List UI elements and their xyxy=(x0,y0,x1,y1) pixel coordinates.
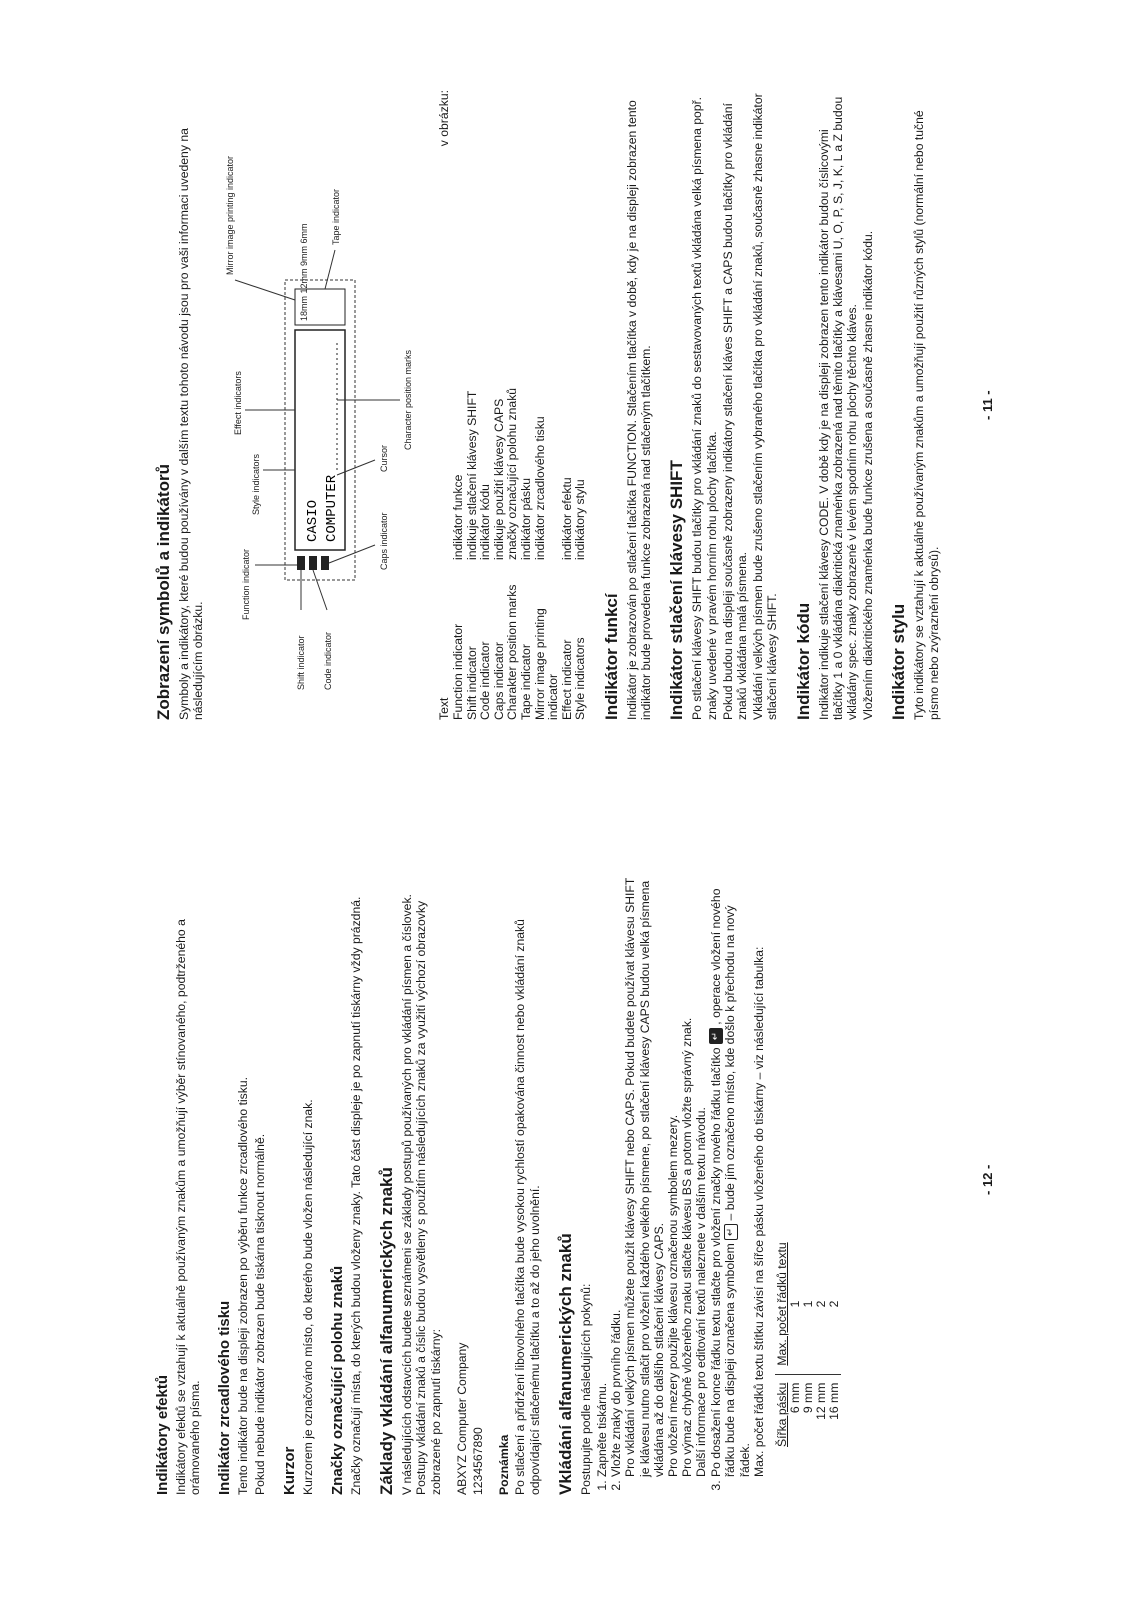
effects-text: Indikátory efektů se vztahují k aktuálně používaným znakům a umožňují výběr stínovaného, podtrženého a orámovaného písma. xyxy=(174,919,203,1495)
legend-desc: indikátor funkce xyxy=(451,474,465,560)
step-2: 2. Vložte znaky do prvního řádku. Pro vkládání velkých písmen můžete použít klávesy SHIFT nebo CAPS. Pokud budete používat klávesu SHIFT je klávesu nutno stlačit pro vložení každého velkého písmene, po stlačení klávesy CAPS budou velká písmena vkládána až do dalšího stlačení klávesy CAPS. Pro vložení mezery použijte klávesu označenou symbolem mezery. Pro výmaz chybně vloženého znaku stlačte klávesu BS a potom vložte správný znak. Další informace pro editování textů naleznete v dalším textu návodu. xyxy=(609,875,708,1477)
page-11 xyxy=(140,90,943,720)
table-row: 6 mm 1 xyxy=(789,1234,802,1455)
legend-desc: indikátor kódu xyxy=(478,484,493,560)
style-heading: Indikátor stylu xyxy=(889,603,909,720)
code-text-2: Vložením diakritického znaménka bude funkce zrušena a současně zhasne indikátor kódu. xyxy=(861,230,876,720)
style-indicators-label: Style indicators xyxy=(251,453,262,515)
page-12 xyxy=(140,875,841,1495)
legend-term: Style indicators xyxy=(573,637,588,720)
legend-term: Caps indicator xyxy=(491,642,506,720)
legend-header-left: Text xyxy=(437,697,452,720)
entry-steps xyxy=(595,875,767,1495)
legend-desc: indikuje stlačení klávesy SHIFT xyxy=(464,390,479,560)
tape-width-table xyxy=(775,1234,841,1455)
table-header-lines: Max. počet řádků textu xyxy=(774,1242,789,1366)
display-diagram-svg xyxy=(215,90,430,720)
page-number-right: - 11 - xyxy=(980,390,995,420)
newline-symbol-icon: ↵ xyxy=(724,1224,738,1240)
note-text: Po stlačení a přidržení libovolného tlačítka bude vysokou rychlostí opakována činnost nebo vkládání znaků odpovídající stlačenému tlačítku a to až do jeho uvolnění. xyxy=(513,919,542,1495)
legend-term: Shift indicator xyxy=(464,646,479,720)
mirror-text-1: Tento indikátor bude na displeji zobrazen po výběru funkce zrcadlového tisku. xyxy=(236,1076,251,1495)
cursor-heading: Kurzor xyxy=(280,1446,298,1495)
legend-desc: indikuje použití klávesy CAPS xyxy=(491,398,506,560)
legend-table xyxy=(438,90,588,720)
code-heading: Indikátor kódu xyxy=(793,602,813,720)
cursor-label: Cursor xyxy=(379,444,390,472)
page-number-left: - 12 - xyxy=(980,1164,995,1195)
entry-intro: Postupujte podle následujících pokynů: xyxy=(578,1283,593,1495)
code-indicator-label: Code indicator xyxy=(323,631,334,690)
basics-text: V následujících odstavcích budete seznámeni se základy postupů používaných pro vkládání písmen a číslovek. Postupy vkládání znaků a číslic budou vysvětleny s použitím následujících znaků za využití výchozí obrazovky zobrazené po zapnutí tiskárny: xyxy=(400,894,443,1495)
legend-term: Effect indicator xyxy=(559,639,574,720)
legend-desc: indikátory stylu xyxy=(573,479,588,560)
caps-indicator-icon xyxy=(321,556,329,570)
table-row: 16 mm 2 xyxy=(828,1234,841,1455)
legend-term: Code indicator xyxy=(478,641,493,720)
legend-desc: indikátor pásku xyxy=(518,478,533,560)
display-line-2: COMPUTER xyxy=(324,474,341,542)
shift-heading: Indikátor stlačení klávesy SHIFT xyxy=(667,460,687,720)
style-text: Tyto indikátory se vztahují k aktuálně používaným znakům a umožňují použití různých stylů (normální nebo tučné písmo nebo zvýraznění obrysů). xyxy=(912,110,941,720)
display-diagram xyxy=(215,90,430,720)
char-position-marks-label: Character position marks xyxy=(403,349,414,450)
legend-term: Mirror image printing indicator xyxy=(532,608,561,720)
legend-term: Function indicator xyxy=(451,623,465,720)
table-row: 9 mm 1 xyxy=(802,1234,815,1455)
table-header-width: Šířka pásku xyxy=(775,1374,789,1455)
basics-heading: Základy vkládání alfanumerických znaků xyxy=(377,1167,397,1495)
legend-term: Charakter position marks xyxy=(505,584,520,720)
return-key-icon: ↵ xyxy=(709,1028,723,1044)
function-indicator-label: Function indicator xyxy=(241,548,252,620)
mirror-text-2: Pokud nebude indikátor zobrazen bude tiskárna tisknout normálně. xyxy=(252,1133,267,1495)
legend-desc: indikátor efektu xyxy=(559,477,574,560)
shift-text-1: Po stlačení klávesy SHIFT budou tlačítky pro vkládání znaků do sestavovaných textů vkládána velká písmena popř. znaky uvedené v pravém horním rohu plochy tlačítka. xyxy=(690,96,719,720)
position-heading: Značky označující polohu znaků xyxy=(329,1265,347,1495)
shift-text-2: Pokud budou na displeji současně zobrazeny indikátory stlačení kláves SHIFT a CAPS budou tlačítky pro vkládání znaků vkládána malá písmena. xyxy=(720,103,749,720)
shift-indicator-icon xyxy=(297,556,305,570)
step-3: 3. Po dosažení konce řádku textu stlačte pro vložení značky nového řádku tlačítko ↵ , operace vložení nového řádku bude na displeji označena symbolem ↵ – bude jím označeno místo, kde došlo k přechodu na nový řádek. Max. počet řádků textu štítku závisí na šířce pásku vloženého do tiskárny – viz následující tabulka: xyxy=(709,875,767,1477)
tape-widths-text: 18mm 12mm 9mm 6mm xyxy=(299,223,310,321)
shift-text-3: Vkládání velkých písmen bude zrušeno stlačením vybraného tlačítka pro vkládání znaků, současně zhasne indikátor stlačení klávesy SHIFT. xyxy=(751,93,780,720)
legend-desc: značky označující polohu znaků xyxy=(505,387,520,560)
position-text: Značky označují místa, do kterých budou vloženy znaky. Tato část displeje je po zapnutí tiskárny vždy prázdná. xyxy=(349,896,364,1495)
legend-term: Tape indicator xyxy=(518,644,533,720)
effects-heading: Indikátory efektů xyxy=(154,1374,171,1495)
function-text: Indikátor je zobrazován po stlačení tlačítka FUNCTION. Stlačením tlačítka v době, kdy je na displeji zobrazen tento indikátor bude provedena funkce zobrazená nad stlačeným tlačítkem. xyxy=(624,100,654,720)
mirror-heading: Indikátor zrcadlového tisku xyxy=(216,1300,234,1495)
symbols-text: Symboly a indikátory, které budou používány v dalším textu tohoto návodu jsou pro vaši informaci uvedeny na následujícím obrázku. xyxy=(177,128,206,720)
note-heading: Poznámka xyxy=(497,1434,512,1495)
shift-indicator-label: Shift indicator xyxy=(296,635,307,690)
step-1: 1. Zapněte tiskárnu. xyxy=(595,875,609,1477)
legend-desc: indikátor zrcadlového tisku xyxy=(532,416,547,560)
symbols-heading: Zobrazení symbolů a indikátorů xyxy=(154,464,173,720)
example-line-2: 1234567890 xyxy=(471,1427,486,1495)
cursor-text: Kurzorem je označováno místo, do kterého bude vložen následující znak. xyxy=(300,1099,315,1495)
code-text-1: Indikátor indikuje stlačení klávesy CODE. V době kdy je na displeji zobrazen tento indikátor budou číslicovými tlačítky 1 a 0 vkládána diakritická znaménka zobrazená nad těmito tlačítky a klávesami U, O, P, S, J, K, L a Z budou vkládány spec. znaky zobrazené v levém spodním rohu plochy těchto kláves. xyxy=(816,96,859,720)
display-line-1: CASIO xyxy=(305,499,322,542)
tape-indicator-label: Tape indicator xyxy=(331,188,342,245)
entry-heading: Vkládání alfanumerických znaků xyxy=(555,1233,575,1495)
legend-header-right: v obrázku: xyxy=(437,90,452,147)
example-line-1: ABXYZ Computer Company xyxy=(454,1342,469,1495)
caps-indicator-label: Caps indicator xyxy=(379,512,390,570)
table-row: 12 mm 2 xyxy=(815,1234,828,1455)
mirror-image-label: Mirror image printing indicator xyxy=(225,155,236,275)
code-indicator-icon xyxy=(309,556,317,570)
effect-indicators-label: Effect indicators xyxy=(233,371,244,435)
function-heading: Indikátor funkcí xyxy=(601,593,621,720)
